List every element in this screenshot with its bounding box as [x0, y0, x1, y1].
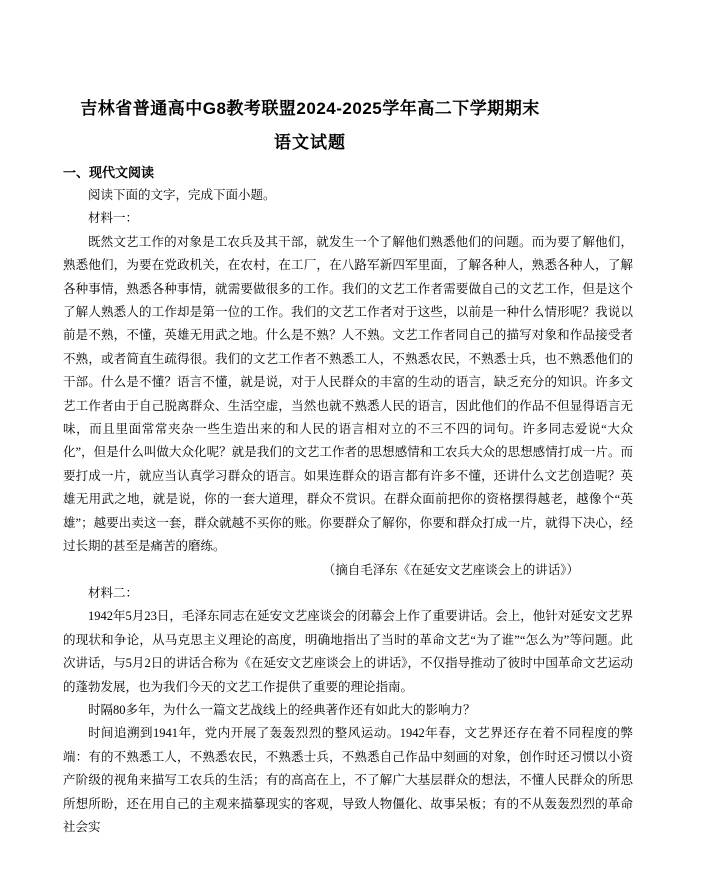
- material-two-paragraph-1: 1942年5月23日，毛泽东同志在延安文艺座谈会的闭幕会上作了重要讲话。会上，他针对延安文艺界的现状和争论，从马克思主义理论的高度，明确地指出了当时的革命文艺“为了谁”“怎么为”等问题。此次讲话，与5月2日的讲话合称为《在延安文艺座谈会上的讲话》，不仅指导推动了彼时中国革命文艺运动的蓬勃发展，也为我们今天的文艺工作提供了重要的理论指南。: [63, 609, 633, 694]
- section-heading: 一、现代文阅读: [63, 165, 155, 180]
- reading-instruction: 阅读下面的文字，完成下面小题。: [88, 188, 276, 202]
- document-title: 吉林省普通高中G8教考联盟2024-2025学年高二下学期期末: [80, 99, 540, 118]
- document-subtitle: 语文试题: [274, 133, 346, 152]
- document-header: [63, 97, 557, 154]
- material-one-citation: （摘自毛泽东《在延安文艺座谈会上的讲话》）: [322, 562, 579, 577]
- material-two-paragraph-2: 时隔80多年，为什么一篇文艺战线上的经典著作还有如此大的影响力？: [88, 702, 476, 717]
- document-body: [63, 184, 633, 839]
- material-one-label: 材料一：: [88, 211, 139, 226]
- material-two-label: 材料二：: [88, 585, 139, 600]
- material-two-paragraph-3: 时间追溯到1941年，党内开展了轰轰烈烈的整风运动。1942年春，文艺界还存在着不同程度的弊端：有的不熟悉工人，不熟悉农民，不熟悉士兵，不熟悉自己作品中刻画的对象，创作时还习惯以小资产阶级的视角来描写工农兵的生活；有的高高在上，不了解广大基层群众的想法，不懂人民群众的所思所想所盼，还在用自己的主观来描摹现实的客观，导致人物僵化、故事呆板；有的不从轰轰烈烈的革命社会实: [63, 726, 633, 834]
- material-one-text: 既然文艺工作的对象是工农兵及其干部，就发生一个了解他们熟悉他们的问题。而为要了解他们，熟悉他们，为要在党政机关，在农村，在工厂，在八路军新四军里面，了解各种人，熟悉各种人，了解各种事情，熟悉各种事情，就需要做很多的工作。我们的文艺工作者需要做自己的文艺工作，但是这个了解人熟悉人的工作却是第一位的工作。我们的文艺工作者对于这些，以前是一种什么情形呢？我说以前是不熟，不懂，英雄无用武之地。什么是不熟？人不熟。文艺工作者同自己的描写对象和作品接受者不熟，或者简直生疏得很。我们的文艺工作者不熟悉工人，不熟悉农民，不熟悉士兵，也不熟悉他们的干部。什么是不懂？语言不懂，就是说，对于人民群众的丰富的生动的语言，缺乏充分的知识。许多文艺工作者由于自己脱离群众、生活空虚，当然也就不熟悉人民的语言，因此他们的作品不但显得语言无味，而且里面常常夹杂一些生造出来的和人民的语言相对立的不三不四的词句。许多同志爱说“大众化”，但是什么叫做大众化呢？就是我们的文艺工作者的思想感情和工农兵大众的思想感情打成一片。而要打成一片，就应当认真学习群众的语言。如果连群众的语言都有许多不懂，还讲什么文艺创造呢？英雄无用武之地，就是说，你的一套大道理，群众不赏识。在群众面前把你的资格摆得越老，越像个“英雄”；越要出卖这一套，群众就越不买你的账。你要群众了解你，你要和群众打成一片，就得下决心，经过长期的甚至是痛苦的磨练。: [63, 234, 633, 554]
